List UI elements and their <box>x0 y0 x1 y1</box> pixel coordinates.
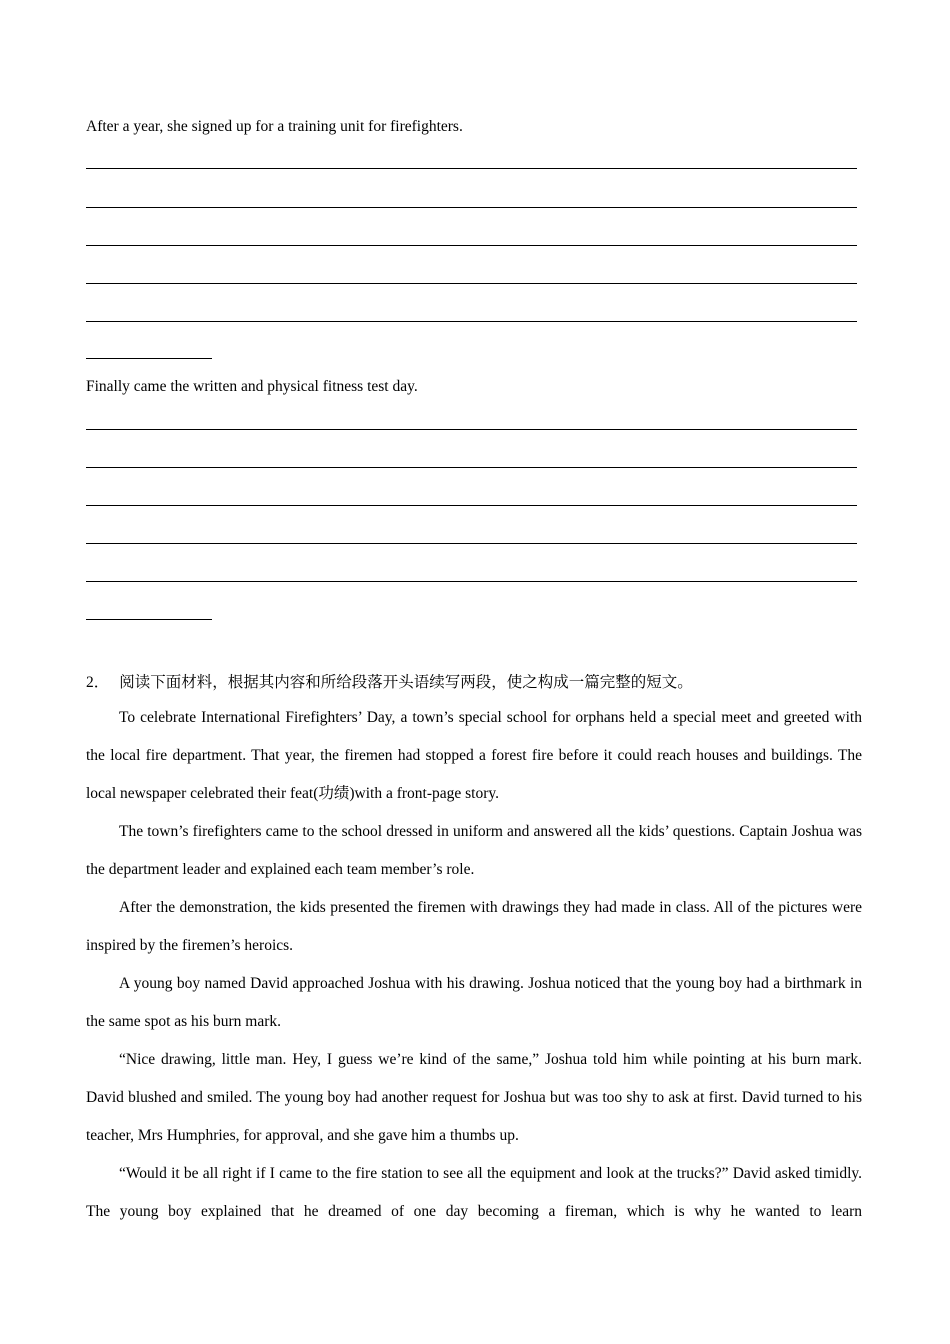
answer-line[interactable] <box>86 245 857 246</box>
answer-line[interactable] <box>86 429 857 430</box>
question-instruction: 阅读下面材料，根据其内容和所给段落开头语续写两段，使之构成一篇完整的短文。 <box>119 674 693 691</box>
answer-line-short[interactable] <box>86 358 212 359</box>
answer-line[interactable] <box>86 581 857 582</box>
passage-paragraph: After the demonstration, the kids presented the firemen with drawings they had made in class. All of the pictures were inspired by the firemen’s heroics. <box>86 899 862 954</box>
question-number: 2． <box>86 674 110 691</box>
paragraph-prompt-2: Finally came the written and physical fitness test day. <box>86 378 418 395</box>
question-heading <box>86 672 693 694</box>
reading-passage <box>86 699 862 1231</box>
passage-paragraph: The town’s firefighters came to the school dressed in uniform and answered all the kids’ questions. Captain Joshua was the department leader and explained each team member’s role. <box>86 823 862 878</box>
answer-line[interactable] <box>86 168 857 169</box>
answer-line[interactable] <box>86 283 857 284</box>
answer-line[interactable] <box>86 207 857 208</box>
answer-line[interactable] <box>86 321 857 322</box>
paragraph-prompt-1: After a year, she signed up for a training unit for firefighters. <box>86 118 463 135</box>
answer-line[interactable] <box>86 467 857 468</box>
answer-line[interactable] <box>86 505 857 506</box>
passage-paragraph: “Would it be all right if I came to the fire station to see all the equipment and look at the trucks?” David asked timidly. The young boy explained that he dreamed of one day becoming a fireman, which is why he wanted to learn <box>86 1165 862 1220</box>
answer-line-short[interactable] <box>86 619 212 620</box>
answer-line[interactable] <box>86 543 857 544</box>
passage-paragraph: “Nice drawing, little man. Hey, I guess we’re kind of the same,” Joshua told him while pointing at his burn mark. David blushed and smiled. The young boy had another request for Joshua but was too shy to ask at first. David turned to his teacher, Mrs Humphries, for approval, and she gave him a thumbs up. <box>86 1051 862 1144</box>
passage-paragraph: To celebrate International Firefighters’ Day, a town’s special school for orphans held a special meet and greeted with the local fire department. That year, the firemen had stopped a forest fire before it could reach houses and buildings. The local newspaper celebrated their feat(功绩)with a front-page story. <box>86 709 862 802</box>
passage-paragraph: A young boy named David approached Joshua with his drawing. Joshua noticed that the young boy had a birthmark in the same spot as his burn mark. <box>86 975 862 1030</box>
